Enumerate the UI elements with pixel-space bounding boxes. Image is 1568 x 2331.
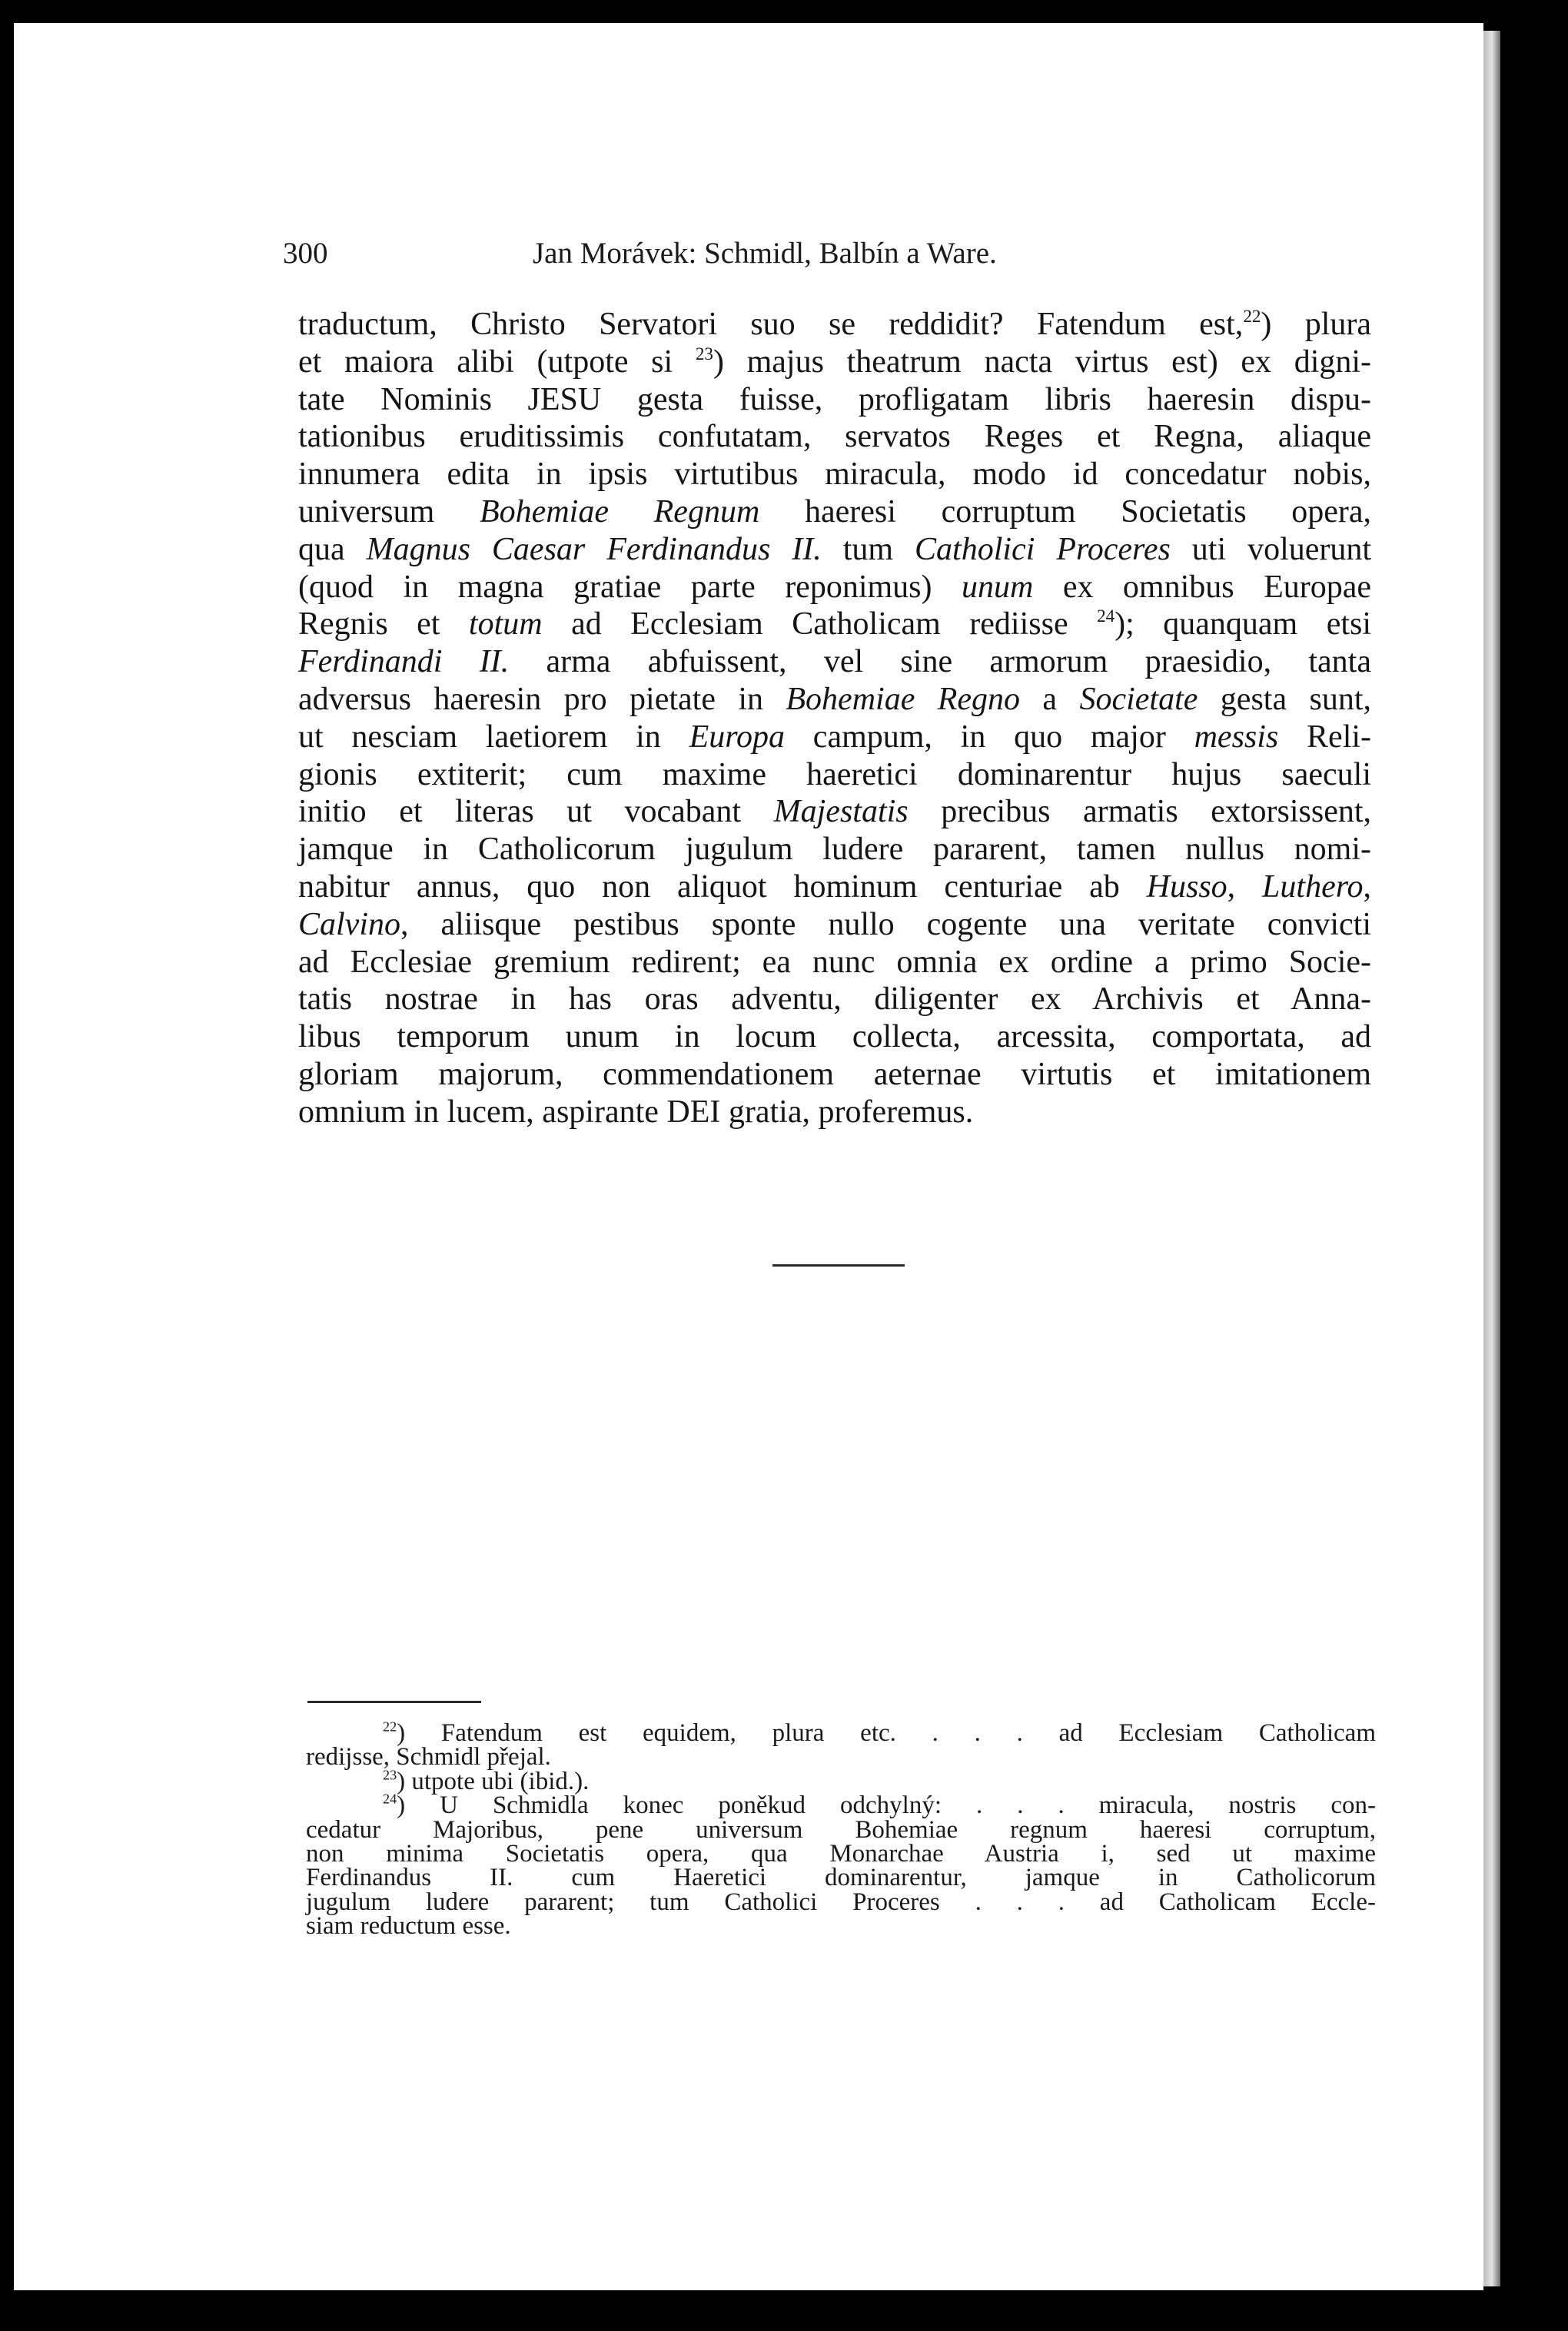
footnote-rule	[307, 1701, 481, 1703]
text-line: tationibus eruditissimis confutatam, servatos Reges et Regna, aliaque	[298, 419, 1371, 455]
text-line: tate Nominis JESU gesta fuisse, profligatam libris haeresin dispu-	[298, 381, 1371, 417]
page-edge-shadow	[1483, 31, 1500, 2286]
text-line: initio et literas ut vocabant Majestatis precibus armatis extorsissent,	[298, 794, 1372, 830]
section-divider	[772, 1264, 905, 1267]
text-line: gionis extiterit; cum maxime haeretici dominarentur hujus saeculi	[298, 756, 1371, 792]
text-line: gloriam majorum, commendationem aeternae virtutis et imitationem	[298, 1056, 1371, 1092]
text-line: Ferdinandi II. arma abfuissent, vel sine armorum praesidio, tanta	[298, 644, 1371, 680]
text-line: adversus haeresin pro pietate in Bohemiae Regno a Societate gesta sunt,	[298, 681, 1371, 717]
text-line: tatis nostrae in has oras adventu, diligenter ex Archivis et Anna-	[298, 981, 1371, 1018]
footnote-24: $^{24}$) U Schmidla konec poněkud odchylný: . . . miracula, nostris con-	[383, 1791, 1376, 1820]
footnote-ref: 22	[1243, 305, 1261, 326]
footnote-line: jugulum ludere pararent; tum Catholici Proceres . . . ad Catholicam Eccle-	[306, 1888, 1376, 1916]
text-line: jamque in Catholicorum jugulum ludere pararent, tamen nullus nomi-	[298, 832, 1371, 868]
text-line: nabitur annus, quo non aliquot hominum centuriae ab Husso, Luthero,	[298, 868, 1372, 905]
footnote-line: non minima Societatis opera, qua Monarchae Austria i, sed ut maxime	[306, 1840, 1376, 1868]
text-line: ad Ecclesiae gremium redirent; ea nunc omnia ex ordine a primo Socie-	[298, 944, 1371, 980]
footnote-line: siam reductum esse.	[306, 1912, 511, 1941]
footnote-22: $^{22}$) Fatendum est equidem, plura etc. . . . ad Ecclesiam Catholicam	[383, 1718, 1376, 1747]
text-line: ut nesciam laetiorem in Europa campum, in quo major messis Reli-	[298, 719, 1372, 755]
footnote-ref: 24	[1097, 606, 1115, 626]
footnotes	[306, 1718, 1376, 1941]
footnote-mark: 24	[383, 1791, 397, 1807]
text-line: traductum, Christo Servatori suo se reddidit? Fatendum est,$^{22}$) plura	[298, 305, 1371, 342]
body-paragraph	[298, 306, 1371, 1131]
text-line: et maiora alibi (utpote si $^{23}$) majus theatrum nacta virtus est) ex digni-	[298, 343, 1372, 380]
text-line: Calvino, aliisque pestibus sponte nullo cogente una veritate convicti	[298, 906, 1371, 942]
text-line: Regnis et totum ad Ecclesiam Catholicam rediisse $^{24}$); quanquam etsi	[298, 606, 1372, 643]
footnote-ref: 23	[695, 343, 713, 364]
running-title: Jan Morávek: Schmidl, Balbín a Ware.	[533, 237, 997, 270]
footnote-line: Ferdinandus II. cum Haeretici dominarentur, jamque in Catholicorum	[306, 1864, 1376, 1892]
text-line: omnium in lucem, aspirante DEI gratia, proferemus.	[298, 1094, 974, 1130]
text-line: libus temporum unum in locum collecta, arcessita, comportata, ad	[298, 1019, 1371, 1055]
text-line: (quod in magna gratiae parte reponimus) unum ex omnibus Europae	[298, 569, 1372, 605]
text-line: innumera edita in ipsis virtutibus miracula, modo id concedatur nobis,	[298, 457, 1371, 493]
page-number: 300	[283, 237, 328, 270]
text-line: universum Bohemiae Regnum haeresi corruptum Societatis opera,	[298, 493, 1372, 530]
footnote-23: $^{23}$) utpote ubi (ibid.).	[383, 1767, 590, 1795]
footnote-line: redijsse, Schmidl přejal.	[306, 1743, 551, 1771]
text-line: qua Magnus Caesar Ferdinandus II. tum Catholici Proceres uti voluerunt	[298, 531, 1372, 567]
footnote-mark: 22	[383, 1718, 397, 1735]
footnote-mark: 23	[383, 1767, 397, 1783]
footnote-line: cedatur Majoribus, pene universum Bohemiae regnum haeresi corruptum,	[306, 1815, 1376, 1844]
